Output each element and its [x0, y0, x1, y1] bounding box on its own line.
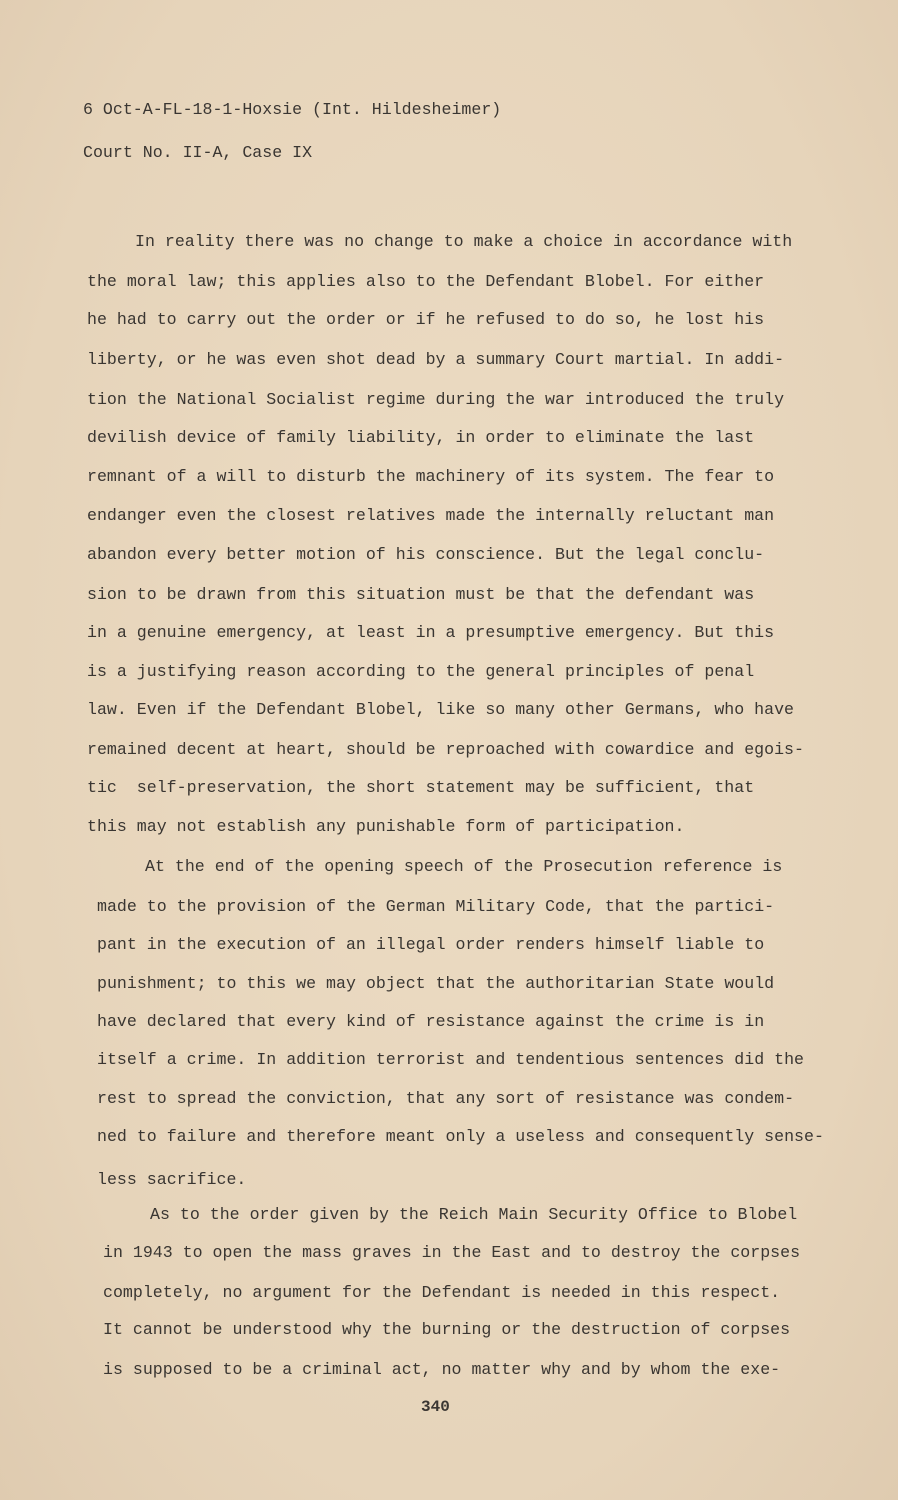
- text-line: have declared that every kind of resistance against the crime is in: [97, 1012, 765, 1031]
- text-line: he had to carry out the order or if he refused to do so, he lost his: [87, 310, 765, 329]
- text-line: pant in the execution of an illegal order renders himself liable to: [97, 935, 765, 954]
- text-line: the moral law; this applies also to the Defendant Blobel. For either: [87, 272, 765, 291]
- text-line: remained decent at heart, should be reproached with cowardice and egois-: [87, 740, 804, 759]
- text-line: punishment; to this we may object that the authoritarian State would: [97, 974, 775, 993]
- text-line: law. Even if the Defendant Blobel, like so many other Germans, who have: [87, 700, 795, 719]
- text-line: liberty, or he was even shot dead by a summary Court martial. In addi-: [87, 350, 785, 369]
- page-number: 340: [421, 1398, 450, 1416]
- text-line: It cannot be understood why the burning or the destruction of corpses: [103, 1320, 791, 1339]
- text-line: made to the provision of the German Military Code, that the partici-: [97, 897, 775, 916]
- text-line: At the end of the opening speech of the Prosecution reference is: [145, 857, 783, 876]
- text-line: is a justifying reason according to the general principles of penal: [87, 662, 755, 681]
- text-line: In reality there was no change to make a choice in accordance with: [135, 232, 793, 251]
- document-header-case: Court No. II-A, Case IX: [83, 143, 313, 162]
- text-line: rest to spread the conviction, that any sort of resistance was condem-: [97, 1089, 795, 1108]
- text-line: is supposed to be a criminal act, no matter why and by whom the exe-: [103, 1360, 781, 1379]
- text-line: abandon every better motion of his conscience. But the legal conclu-: [87, 545, 765, 564]
- text-line: in 1943 to open the mass graves in the East and to destroy the corpses: [103, 1243, 801, 1262]
- text-line: remnant of a will to disturb the machinery of its system. The fear to: [87, 467, 775, 486]
- text-line: in a genuine emergency, at least in a presumptive emergency. But this: [87, 623, 775, 642]
- text-line: ned to failure and therefore meant only a useless and consequently sense-: [97, 1127, 824, 1146]
- text-line: tion the National Socialist regime during the war introduced the truly: [87, 390, 785, 409]
- text-line: devilish device of family liability, in order to eliminate the last: [87, 428, 755, 447]
- text-line: endanger even the closest relatives made the internally reluctant man: [87, 506, 775, 525]
- text-line: sion to be drawn from this situation must be that the defendant was: [87, 585, 755, 604]
- text-line: As to the order given by the Reich Main Security Office to Blobel: [150, 1205, 798, 1224]
- text-line: itself a crime. In addition terrorist and tendentious sentences did the: [97, 1050, 805, 1069]
- text-line: tic self-preservation, the short statement may be sufficient, that: [87, 778, 755, 797]
- text-line: this may not establish any punishable form of participation.: [87, 817, 685, 836]
- document-header-reference: 6 Oct-A-FL-18-1-Hoxsie (Int. Hildesheimer): [83, 100, 502, 119]
- text-line: completely, no argument for the Defendant is needed in this respect.: [103, 1283, 781, 1302]
- text-line: less sacrifice.: [97, 1170, 247, 1189]
